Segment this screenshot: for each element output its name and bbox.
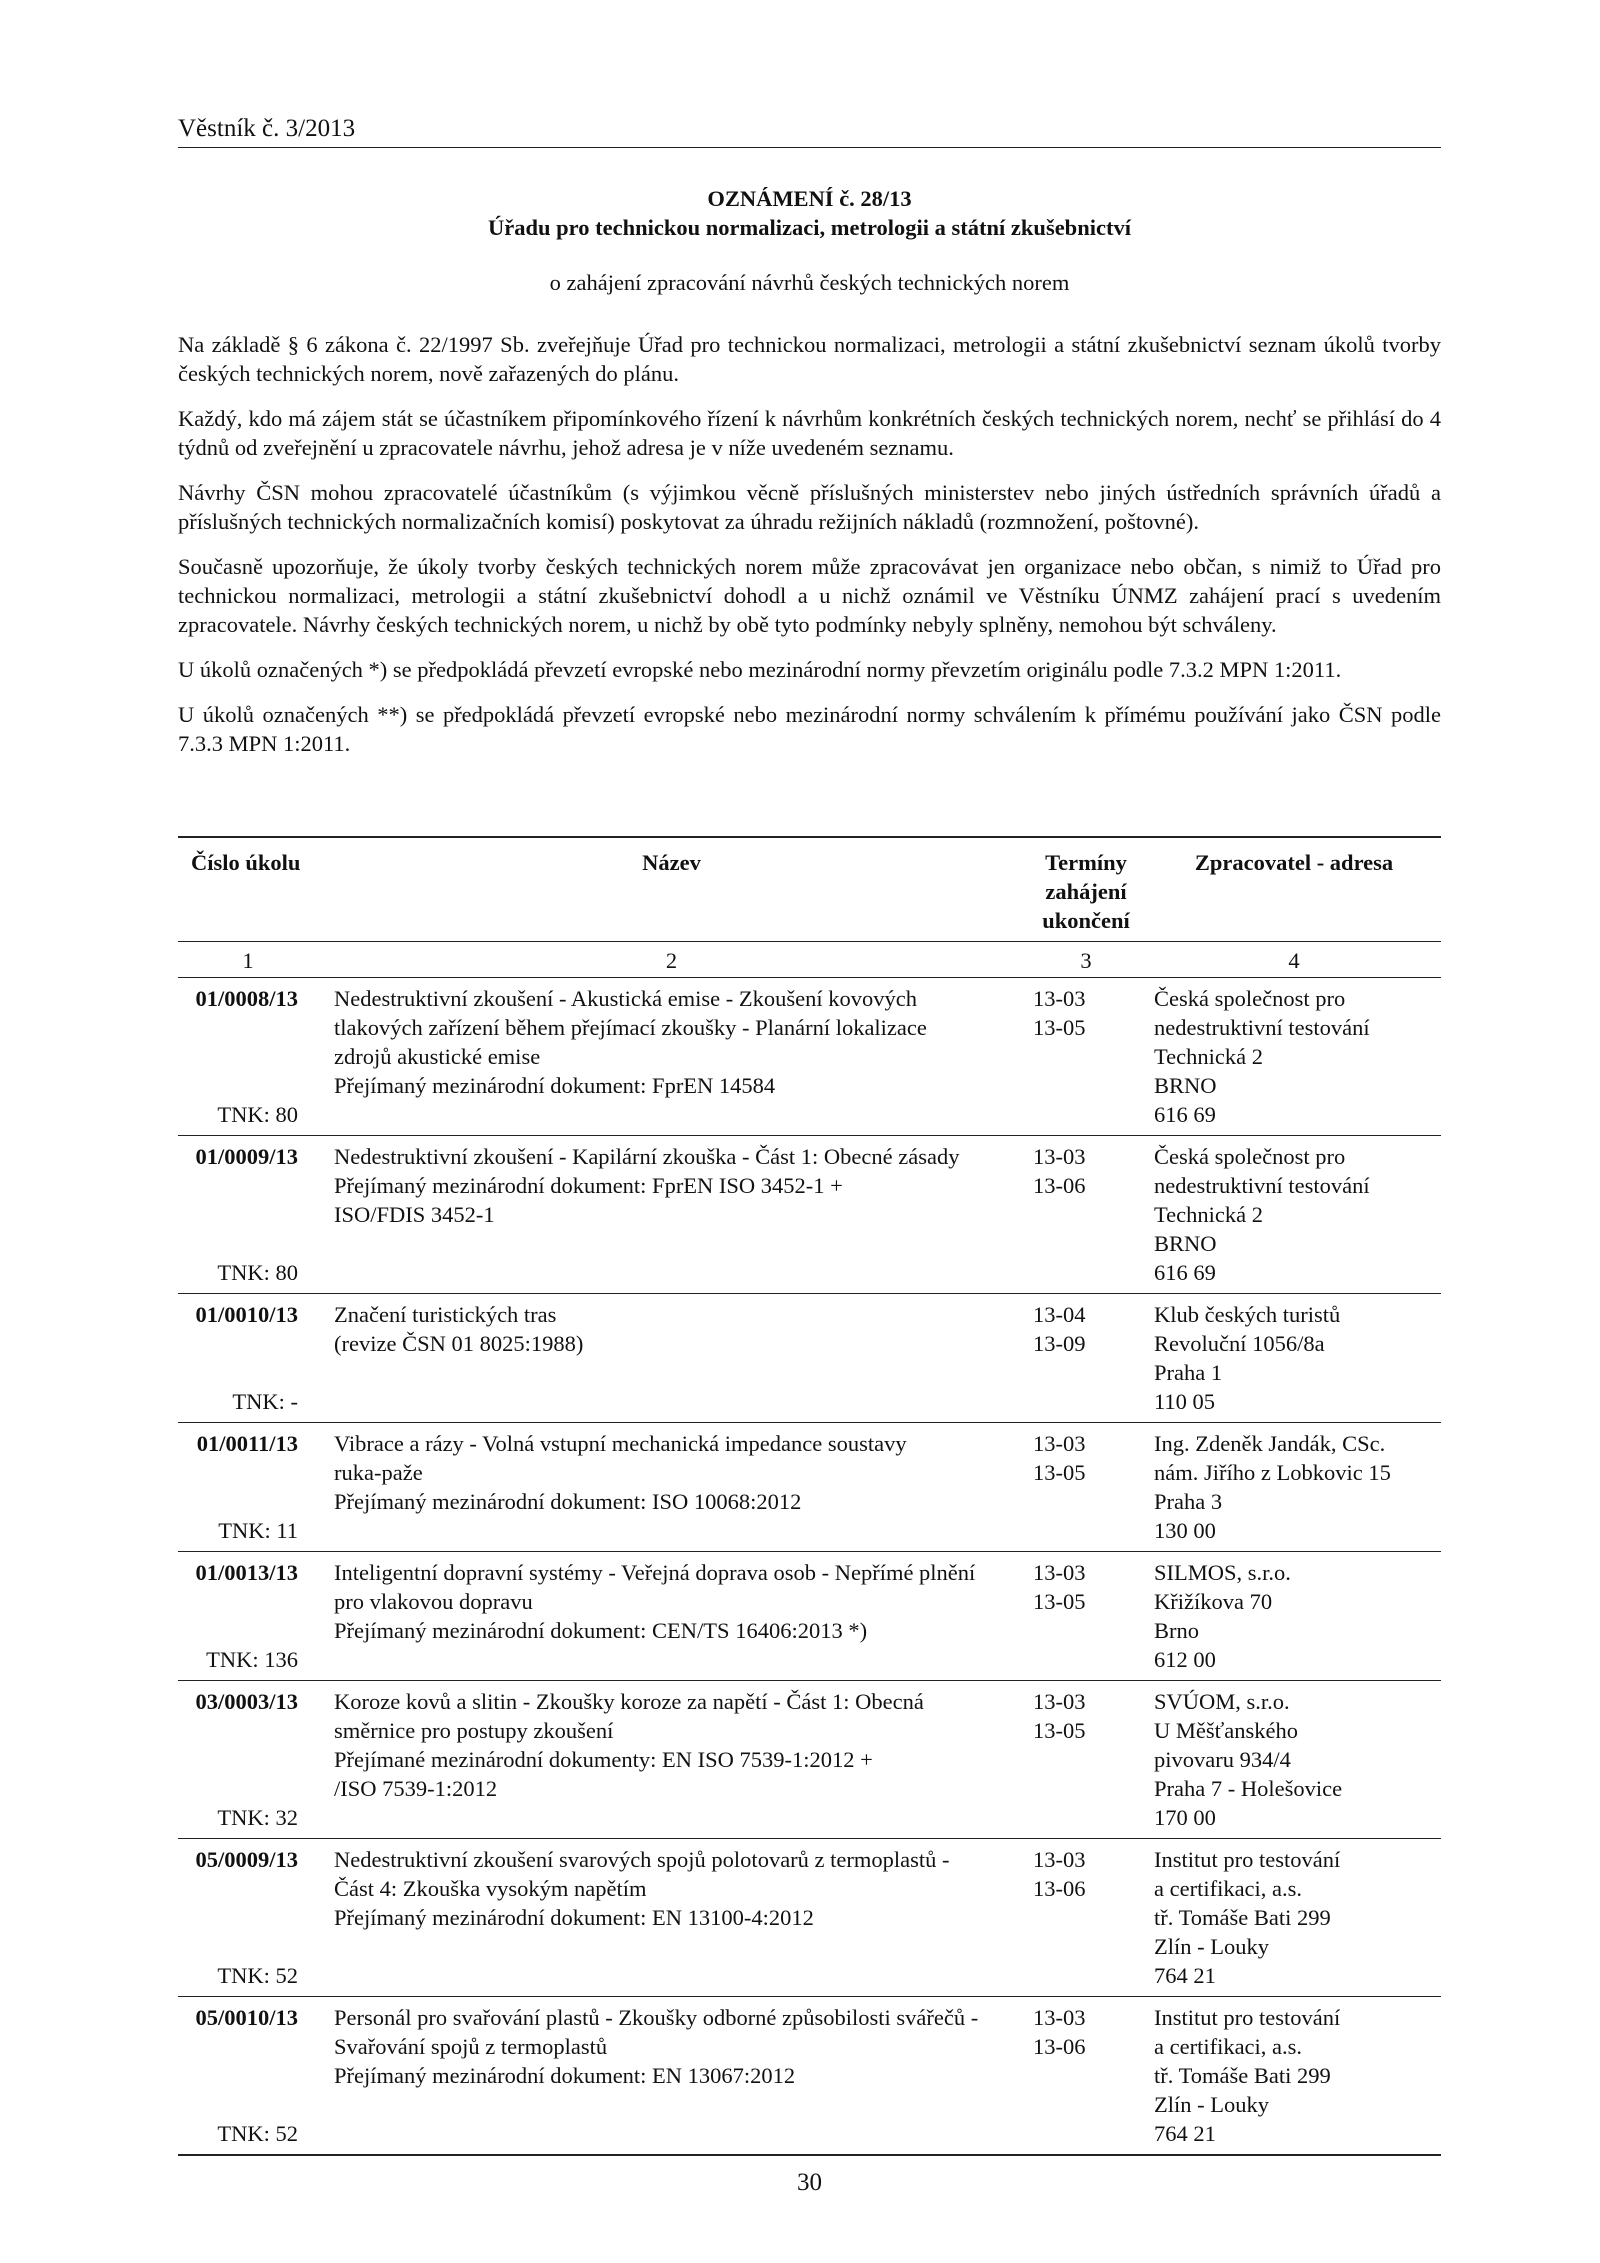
column-number-row — [178, 942, 1441, 978]
task-title-line: Nedestruktivní zkoušení svarových spojů polotovarů z termoplastů - — [334, 1847, 950, 1872]
header-rule — [178, 147, 1441, 148]
task-end-date: 13-06 — [1033, 1173, 1086, 1198]
task-address-cell — [1147, 978, 1441, 1136]
task-start-date: 13-03 — [1033, 1144, 1086, 1169]
task-address-line: 130 00 — [1154, 1518, 1216, 1543]
table-row — [178, 1839, 1441, 1997]
announcement-subject: o zahájení zpracování návrhů českých technických norem — [549, 270, 1070, 295]
task-end-date: 13-06 — [1033, 1876, 1086, 1901]
task-title-cell — [318, 978, 1025, 1136]
header-zpracovatel: Zpracovatel - adresa — [1147, 837, 1441, 942]
task-address-line: Česká společnost pro — [1154, 1144, 1346, 1169]
task-address-line: nám. Jiřího z Lobkovic 15 — [1154, 1460, 1391, 1485]
task-end-date: 13-05 — [1033, 1718, 1086, 1743]
header-nazev: Název — [318, 837, 1025, 942]
task-address-line: Technická 2 — [1154, 1202, 1263, 1227]
task-address-line: Klub českých turistů — [1154, 1302, 1341, 1327]
task-code: 01/0011/13 — [196, 1431, 298, 1456]
task-code: 01/0010/13 — [195, 1302, 298, 1327]
task-address-line: a certifikaci, a.s. — [1154, 2034, 1303, 2059]
task-title-line: Přejímaný mezinárodní dokument: FprEN ISO 3452-1 + — [334, 1173, 843, 1198]
task-code: 01/0008/13 — [195, 986, 298, 1011]
task-dates-cell — [1025, 978, 1147, 1136]
task-tnk: TNK: 52 — [217, 2121, 298, 2146]
task-address-line: Revoluční 1056/8a — [1154, 1331, 1325, 1356]
task-title-cell — [318, 1839, 1025, 1997]
column-number: 2 — [318, 942, 1025, 978]
announcement-issuer: Úřadu pro technickou normalizaci, metrologii a státní zkušebnictví — [488, 215, 1131, 240]
task-title-line: Personál pro svařování plastů - Zkoušky odborné způsobilosti svářečů - — [334, 2005, 979, 2030]
task-end-date: 13-05 — [1033, 1015, 1086, 1040]
task-tnk: TNK: 80 — [217, 1102, 298, 1127]
header-terminy-line: Termíny — [1045, 850, 1127, 875]
task-title-line: ruka-paže — [334, 1460, 423, 1485]
header-cislo-ukolu: Číslo úkolu — [178, 837, 318, 942]
header-terminy — [1025, 837, 1147, 942]
task-address-line: pivovaru 934/4 — [1154, 1747, 1291, 1772]
task-title-line: Přejímaný mezinárodní dokument: FprEN 14584 — [334, 1073, 776, 1098]
task-address-line: 170 00 — [1154, 1805, 1216, 1830]
task-address-line: SVÚOM, s.r.o. — [1154, 1689, 1290, 1714]
task-start-date: 13-03 — [1033, 1560, 1086, 1585]
task-title-line: Značení turistických tras — [334, 1302, 557, 1327]
task-address-line: 110 05 — [1154, 1389, 1216, 1414]
task-id-cell — [178, 1997, 318, 2156]
task-address-line: Institut pro testování — [1154, 2005, 1341, 2030]
task-dates-cell — [1025, 1681, 1147, 1839]
task-address-line: Česká společnost pro — [1154, 986, 1346, 1011]
task-address-line: nedestruktivní testování — [1154, 1173, 1370, 1198]
task-start-date: 13-03 — [1033, 1689, 1086, 1714]
task-title-line: Přejímaný mezinárodní dokument: EN 13100-4:2012 — [334, 1905, 814, 1930]
task-address-line: 616 69 — [1154, 1260, 1216, 1285]
task-id-cell — [178, 1681, 318, 1839]
task-title-line: Přejímaný mezinárodní dokument: EN 13067:2012 — [334, 2063, 796, 2088]
task-address-line: 764 21 — [1154, 2121, 1216, 2146]
publication-header: Věstník č. 3/2013 — [178, 115, 356, 142]
task-dates-cell — [1025, 1136, 1147, 1294]
task-start-date: 13-04 — [1033, 1302, 1086, 1327]
task-title-line: Přejímaný mezinárodní dokument: CEN/TS 16406:2013 *) — [334, 1618, 868, 1643]
task-title-line: Vibrace a rázy - Volná vstupní mechanická impedance soustavy — [334, 1431, 907, 1456]
task-title-cell — [318, 1136, 1025, 1294]
task-id-cell — [178, 1136, 318, 1294]
task-address-line: 616 69 — [1154, 1102, 1216, 1127]
task-start-date: 13-03 — [1033, 986, 1086, 1011]
task-address-line: SILMOS, s.r.o. — [1154, 1560, 1291, 1585]
task-address-line: Praha 7 - Holešovice — [1154, 1776, 1343, 1801]
table-row — [178, 1997, 1441, 2156]
task-title-line: Nedestruktivní zkoušení - Kapilární zkouška - Část 1: Obecné zásady — [334, 1144, 960, 1169]
task-tnk: TNK: 136 — [206, 1647, 298, 1672]
task-id-cell — [178, 1552, 318, 1681]
announcement-title-block — [178, 184, 1441, 297]
task-address-line: nedestruktivní testování — [1154, 1015, 1370, 1040]
table-row — [178, 1423, 1441, 1552]
task-address-line: 764 21 — [1154, 1963, 1216, 1988]
task-dates-cell — [1025, 1552, 1147, 1681]
task-address-line: BRNO — [1154, 1231, 1217, 1256]
task-address-cell — [1147, 1423, 1441, 1552]
task-tnk: TNK: 11 — [218, 1518, 298, 1543]
tasks-table — [178, 836, 1441, 2156]
task-address-line: Praha 1 — [1154, 1360, 1223, 1385]
task-title-line: směrnice pro postupy zkoušení — [334, 1718, 614, 1743]
table-header-row — [178, 837, 1441, 942]
task-start-date: 13-03 — [1033, 1431, 1086, 1456]
table-row — [178, 1681, 1441, 1839]
task-end-date: 13-06 — [1033, 2034, 1086, 2059]
task-title-line: Přejímané mezinárodní dokumenty: EN ISO 7539-1:2012 + — [334, 1747, 873, 1772]
task-code: 03/0003/13 — [195, 1689, 298, 1714]
paragraph: U úkolů označených **) se předpokládá převzetí evropské nebo mezinárodní normy schválením k přímému používání jako ČSN podle 7.3.3 MPN 1:2011. — [178, 702, 1441, 756]
column-number: 4 — [1147, 942, 1441, 978]
table-row — [178, 978, 1441, 1136]
task-title-line: Část 4: Zkouška vysokým napětím — [334, 1876, 647, 1901]
task-rows — [178, 978, 1441, 2156]
task-dates-cell — [1025, 1997, 1147, 2156]
task-code: 01/0013/13 — [195, 1560, 298, 1585]
task-address-line: U Měšťanského — [1154, 1718, 1298, 1743]
task-title-line: (revize ČSN 01 8025:1988) — [334, 1331, 584, 1356]
task-address-line: a certifikaci, a.s. — [1154, 1876, 1303, 1901]
task-id-cell — [178, 1839, 318, 1997]
announcement-title: OZNÁMENÍ č. 28/13 — [707, 186, 912, 211]
task-title-cell — [318, 1681, 1025, 1839]
task-end-date: 13-05 — [1033, 1460, 1086, 1485]
task-title-line: Přejímaný mezinárodní dokument: ISO 10068:2012 — [334, 1489, 802, 1514]
task-id-cell — [178, 1294, 318, 1423]
task-title-cell — [318, 1552, 1025, 1681]
task-title-line: Svařování spojů z termoplastů — [334, 2034, 608, 2059]
task-address-line: Praha 3 — [1154, 1489, 1223, 1514]
header-terminy-line: ukončení — [1042, 908, 1130, 933]
announcement-body — [178, 330, 1441, 774]
task-address-line: 612 00 — [1154, 1647, 1216, 1672]
task-id-cell — [178, 978, 318, 1136]
task-address-cell — [1147, 1136, 1441, 1294]
task-address-line: Zlín - Louky — [1154, 1934, 1269, 1959]
task-address-cell — [1147, 1294, 1441, 1423]
task-address-line: Institut pro testování — [1154, 1847, 1341, 1872]
table-row — [178, 1552, 1441, 1681]
column-number: 1 — [178, 942, 318, 978]
task-address-line: Technická 2 — [1154, 1044, 1263, 1069]
task-tnk: TNK: - — [232, 1389, 298, 1414]
task-title-line: Inteligentní dopravní systémy - Veřejná doprava osob - Nepřímé plnění — [334, 1560, 976, 1585]
task-address-line: tř. Tomáše Bati 299 — [1154, 1905, 1331, 1930]
task-code: 01/0009/13 — [195, 1144, 298, 1169]
task-tnk: TNK: 32 — [217, 1805, 298, 1830]
task-title-line: pro vlakovou dopravu — [334, 1589, 533, 1614]
task-address-cell — [1147, 1552, 1441, 1681]
task-address-cell — [1147, 1839, 1441, 1997]
paragraph: Na základě § 6 zákona č. 22/1997 Sb. zveřejňuje Úřad pro technickou normalizaci, metrologii a státní zkušebnictví seznam úkolů tvorby českých technických norem, nově zařazených do plánu. — [178, 332, 1441, 386]
task-code: 05/0010/13 — [195, 2005, 298, 2030]
paragraph: U úkolů označených *) se předpokládá převzetí evropské nebo mezinárodní normy převzetím originálu podle 7.3.2 MPN 1:2011. — [178, 657, 1342, 682]
paragraph: Současně upozorňuje, že úkoly tvorby českých technických norem může zpracovávat jen organizace nebo občan, s nimiž to Úřad pro technickou normalizaci, metrologii a státní zkušebnictví dohodl a u nichž oznámil ve Věstníku ÚNMZ zahájení prací s uvedením zpracovatele. Návrhy českých technických norem, u nichž by obě tyto podmínky nebyly splněny, nemohou být schváleny. — [178, 554, 1441, 637]
task-end-date: 13-09 — [1033, 1331, 1086, 1356]
task-dates-cell — [1025, 1839, 1147, 1997]
task-title-cell — [318, 1423, 1025, 1552]
task-address-line: BRNO — [1154, 1073, 1217, 1098]
task-dates-cell — [1025, 1423, 1147, 1552]
task-dates-cell — [1025, 1294, 1147, 1423]
task-tnk: TNK: 52 — [217, 1963, 298, 1988]
task-title-cell — [318, 1294, 1025, 1423]
task-start-date: 13-03 — [1033, 1847, 1086, 1872]
task-id-cell — [178, 1423, 318, 1552]
table-row — [178, 1294, 1441, 1423]
task-address-cell — [1147, 1997, 1441, 2156]
task-address-line: tř. Tomáše Bati 299 — [1154, 2063, 1331, 2088]
task-title-line: ISO/FDIS 3452-1 — [334, 1202, 495, 1227]
task-title-line: Koroze kovů a slitin - Zkoušky koroze za napětí - Část 1: Obecná — [334, 1689, 924, 1714]
task-address-line: Křižíkova 70 — [1154, 1589, 1273, 1614]
task-title-line: tlakových zařízení během přejímací zkoušky - Planární lokalizace — [334, 1015, 927, 1040]
page-number: 30 — [797, 2169, 822, 2196]
task-start-date: 13-03 — [1033, 2005, 1086, 2030]
task-title-line: /ISO 7539-1:2012 — [334, 1776, 498, 1801]
task-address-line: Brno — [1154, 1618, 1199, 1643]
column-number: 3 — [1025, 942, 1147, 978]
task-title-line: zdrojů akustické emise — [334, 1044, 541, 1069]
task-code: 05/0009/13 — [195, 1847, 298, 1872]
header-terminy-line: zahájení — [1045, 879, 1127, 904]
paragraph: Návrhy ČSN mohou zpracovatelé účastníkům (s výjimkou věcně příslušných ministerstev nebo jiných ústředních správních úřadů a příslušných technických normalizačních komisí) poskytovat za úhradu režijních nákladů (rozmnožení, poštovné). — [178, 480, 1441, 534]
table-row — [178, 1136, 1441, 1294]
task-address-line: Ing. Zdeněk Jandák, CSc. — [1154, 1431, 1386, 1456]
task-tnk: TNK: 80 — [217, 1260, 298, 1285]
task-address-cell — [1147, 1681, 1441, 1839]
task-title-line: Nedestruktivní zkoušení - Akustická emise - Zkoušení kovových — [334, 986, 918, 1011]
task-address-line: Zlín - Louky — [1154, 2092, 1269, 2117]
task-end-date: 13-05 — [1033, 1589, 1086, 1614]
paragraph: Každý, kdo má zájem stát se účastníkem připomínkového řízení k návrhům konkrétních českých technických norem, nechť se přihlásí do 4 týdnů od zveřejnění u zpracovatele návrhu, jehož adresa je v níže uvedeném seznamu. — [178, 406, 1441, 460]
task-title-cell — [318, 1997, 1025, 2156]
